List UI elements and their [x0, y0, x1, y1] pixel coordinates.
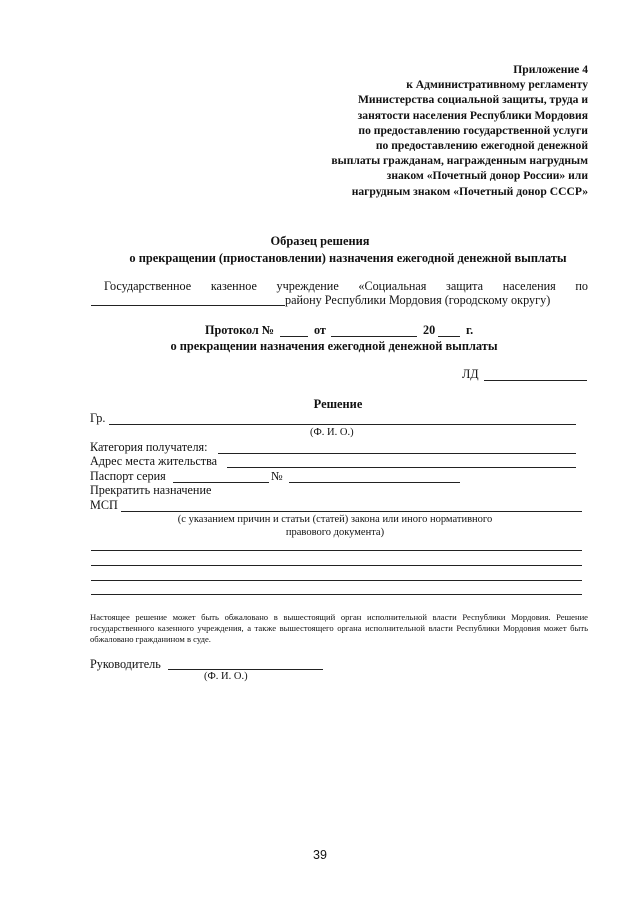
appendix-line: занятости населения Республики Мордовия: [357, 108, 588, 122]
protocol-date-blank[interactable]: [331, 336, 417, 337]
address-label: Адрес места жительства: [90, 454, 218, 468]
protocol-year-blank[interactable]: [438, 336, 460, 337]
ld-label: ЛД: [462, 367, 479, 381]
protocol-subtitle: о прекращении назначения ежегодной денежной выплаты: [170, 339, 498, 353]
head-label: Руководитель: [90, 657, 161, 671]
sample-subtitle: о прекращении (приостановлении) назначения ежегодной денежной выплаты: [129, 251, 567, 265]
page-number: 39: [313, 848, 327, 862]
protocol-g: г.: [466, 323, 474, 337]
head-fio-field[interactable]: [168, 669, 323, 670]
institution-word: «Социальная: [358, 279, 427, 293]
passport-number-sign: №: [271, 469, 283, 483]
institution-word: защита: [446, 279, 484, 293]
protocol-from: от: [314, 323, 326, 337]
fio-caption: (Ф. И. О.): [310, 427, 354, 438]
appendix-line: Министерства социальной защиты, труда и: [357, 93, 588, 107]
address-field[interactable]: [227, 467, 576, 468]
institution-word: Государственное: [104, 279, 192, 293]
district-blank[interactable]: [91, 305, 285, 306]
head-fio-caption: (Ф. И. О.): [204, 671, 248, 682]
category-label: Категория получателя:: [90, 440, 208, 454]
appendix-header: [258, 62, 588, 199]
appendix-line: нагрудным знаком «Почетный донор СССР»: [351, 184, 588, 198]
msp-label: МСП: [90, 498, 118, 512]
decision-title: Решение: [313, 397, 363, 411]
appendix-line: Приложение 4: [513, 63, 588, 76]
protocol-label: Протокол №: [205, 323, 275, 337]
reason-line[interactable]: [91, 565, 582, 566]
msp-field[interactable]: [121, 511, 582, 512]
appendix-line: по предоставлению ежегодной денежной: [375, 139, 588, 153]
institution-word: казенное: [210, 279, 257, 293]
reason-line[interactable]: [91, 550, 582, 551]
reason-line[interactable]: [91, 594, 582, 595]
appendix-line: выплаты гражданам, награжденным нагрудным: [331, 154, 588, 168]
passport-label: Паспорт серия: [90, 469, 166, 483]
appendix-line: по предоставлению государственной услуги: [358, 123, 588, 137]
citizen-fio-field[interactable]: [109, 424, 576, 425]
stop-label: Прекратить назначение: [90, 483, 212, 497]
institution-line-2: району Республики Мордовия (городскому округу): [285, 293, 551, 307]
institution-word: учреждение: [276, 279, 339, 293]
ld-blank[interactable]: [484, 380, 587, 381]
sample-title: Образец решения: [270, 234, 370, 248]
appendix-line: знаком «Почетный донор России» или: [386, 169, 588, 183]
protocol-year: 20: [423, 323, 436, 337]
passport-number-field[interactable]: [289, 482, 460, 483]
citizen-label: Гр.: [90, 411, 106, 425]
reason-caption-1: (с указанием причин и статьи (статей) закона или иного нормативного: [177, 514, 493, 525]
reason-line[interactable]: [91, 580, 582, 581]
category-field[interactable]: [218, 453, 576, 454]
institution-line-1: [104, 279, 588, 294]
protocol-number-blank[interactable]: [280, 336, 308, 337]
appeal-note: Настоящее решение может быть обжаловано в вышестоящий орган исполнительной власти Республики Мордовия. Решение государственного казенного учреждения, а также вышестоящего органа исполнительной власти Республики Мордовия может быть обжаловано гражданином в суде.: [90, 612, 588, 645]
institution-word: населения: [502, 279, 556, 293]
institution-word: по: [575, 279, 588, 293]
appendix-line: к Административному регламенту: [406, 78, 588, 92]
reason-caption-2: правового документа): [285, 527, 385, 538]
